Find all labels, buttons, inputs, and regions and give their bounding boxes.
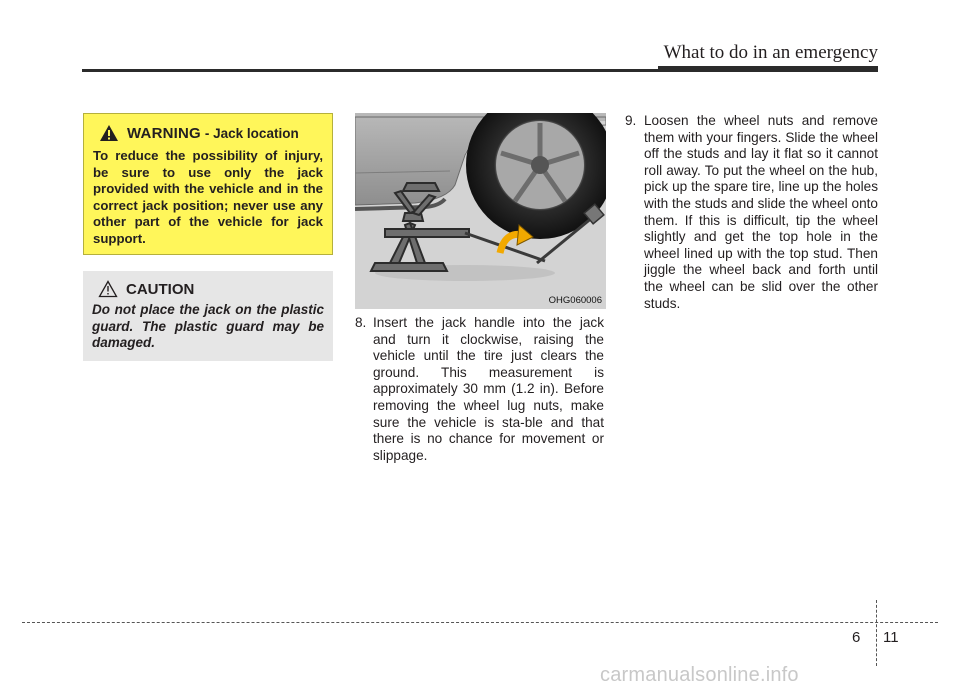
caution-box xyxy=(83,271,333,361)
caution-label: CAUTION xyxy=(126,280,195,298)
warning-heading xyxy=(99,124,323,142)
caution-body: Do not place the jack on the plastic guard. The plastic guard may be damaged. xyxy=(92,302,324,351)
warning-body: To reduce the possibility of injury, be sure to use only the jack provided with the vehicle and in the correct jack position; never use any other part of the vehicle for jack support. xyxy=(93,148,323,246)
header-rule-accent xyxy=(658,66,878,72)
step-9-text: Loosen the wheel nuts and remove them with your fingers. Slide the wheel off the studs and lay it flat so it cannot roll away. To put the wheel on the hub, pick up the spare tire, line up the holes with the studs and slide the wheel onto them. If this is difficult, tip the wheel slightly and get the top hole in the wheel lined up with the top stud. Then jiggle the wheel back and forth until the wheel can be slid over the other studs. xyxy=(644,113,878,311)
step-9 xyxy=(625,113,878,312)
watermark: carmanualsonline.info xyxy=(600,664,799,686)
warning-box xyxy=(83,113,333,255)
warning-subtitle: - Jack location xyxy=(204,125,299,141)
header-title: What to do in an emergency xyxy=(663,42,878,63)
footer-divider xyxy=(876,600,877,666)
warning-label: WARNING xyxy=(127,124,201,142)
jack-illustration xyxy=(355,113,606,309)
step-8-text: Insert the jack handle into the jack and turn it clockwise, raising the vehicle until the tire just clears the ground. This measurement is approximately 30 mm (1.2 in). Before removing the wheel lug nuts, make sure the vehicle is sta-ble and that there is no chance for movement or slippage. xyxy=(373,315,604,463)
step-9-number: 9. xyxy=(625,113,637,128)
caution-icon xyxy=(98,280,118,298)
jack-illustration-drawing xyxy=(355,113,606,309)
footer-rule xyxy=(22,622,938,623)
caution-heading xyxy=(98,280,324,298)
warning-icon xyxy=(99,124,119,142)
page-number: 11 xyxy=(883,629,899,646)
step-8-number: 8. xyxy=(355,315,367,330)
step-8 xyxy=(355,315,604,464)
chapter-number: 6 xyxy=(852,629,861,646)
figure-code: OHG060006 xyxy=(548,295,602,306)
